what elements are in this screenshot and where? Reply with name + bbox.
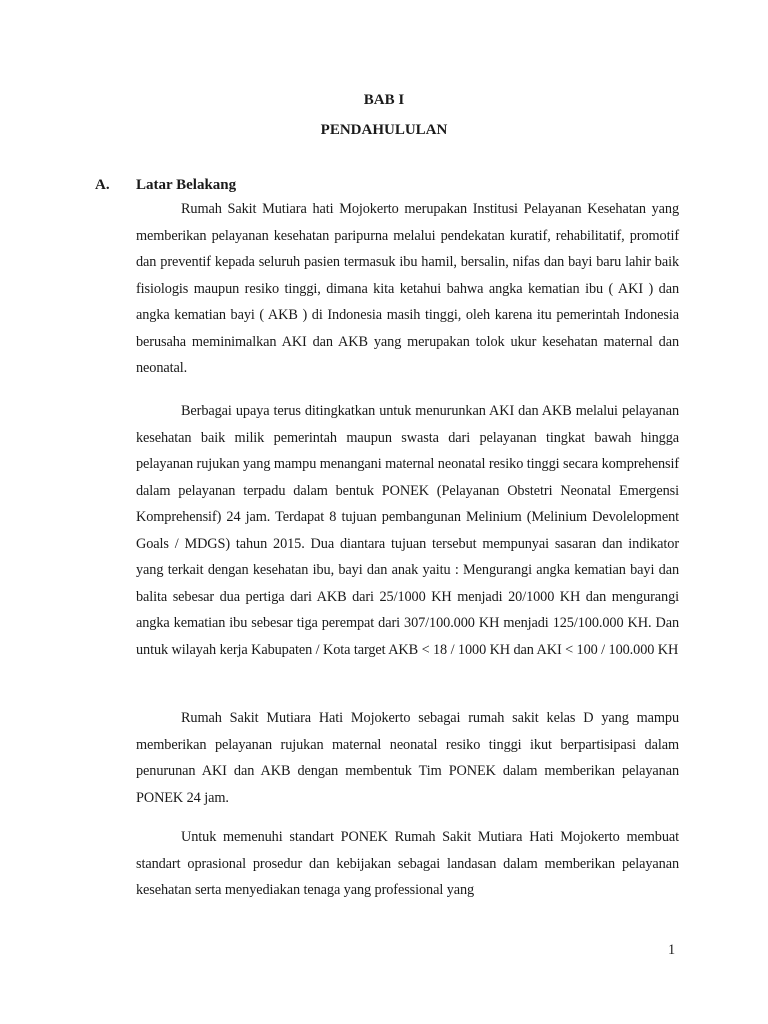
paragraph-2: Berbagai upaya terus ditingkatkan untuk menurunkan AKI dan AKB melalui pelayanan kesehatan baik milik pemerintah maupun swasta dari pelayanan tingkat bawah hingga pelayanan rujukan yang mampu menangani maternal neonatal resiko tinggi secara komprehensif dalam pelayanan terpadu dalam bentuk PONEK (Pelayanan Obstetri Neonatal Emergensi Komprehensif) 24 jam. Terdapat 8 tujuan pembangunan Melinium (Melinium Devolelopment Goals / MDGS) tahun 2015. Dua diantara tujuan tersebut mempunyai sasaran dan indikator yang terkait dengan kesehatan ibu, bayi dan anak yaitu : Mengurangi angka kematian bayi dan balita sebesar dua pertiga dari AKB dari 25/1000 KH menjadi 20/1000 KH dan mengurangi angka kematian ibu sebesar tiga perempat dari 307/100.000 KH menjadi 125/100.000 KH. Dan untuk wilayah kerja Kabupaten / Kota target AKB < 18 / 1000 KH dan AKI < 100 / 100.000 KH [136, 403, 679, 658]
chapter-title: PENDAHULULAN [320, 122, 448, 138]
page-number: 1 [668, 942, 676, 958]
paragraph-1: Rumah Sakit Mutiara hati Mojokerto merupakan Institusi Pelayanan Kesehatan yang memberikan pelayanan kesehatan paripurna melalui pendekatan kuratif, rehabilitatif, promotif dan preventif kepada seluruh pasien termasuk ibu hamil, bersalin, nifas dan bayi baru lahir baik fisiologis maupun resiko tinggi, dimana kita ketahui bahwa angka kematian ibu ( AKI ) dan angka kematian bayi ( AKB ) di Indonesia masih tinggi, oleh karena itu pemerintah Indonesia berusaha meminimalkan AKI dan AKB yang merupakan tolok ukur kesehatan maternal dan neonatal. [136, 201, 679, 376]
section-title: Latar Belakang [136, 177, 237, 193]
paragraph-3: Rumah Sakit Mutiara Hati Mojokerto sebagai rumah sakit kelas D yang mampu memberikan pelayanan rujukan maternal neonatal resiko tinggi ikut berpartisipasi dalam penurunan AKI dan AKB dengan membentuk Tim PONEK dalam memberikan pelayanan PONEK 24 jam. [136, 710, 679, 806]
chapter-number: BAB I [363, 92, 405, 108]
paragraph-4: Untuk memenuhi standart PONEK Rumah Sakit Mutiara Hati Mojokerto membuat standart oprasional prosedur dan kebijakan sebagai landasan dalam memberikan pelayanan kesehatan serta menyediakan tenaga yang professional yang [136, 829, 679, 898]
section-marker: A. [95, 177, 110, 193]
